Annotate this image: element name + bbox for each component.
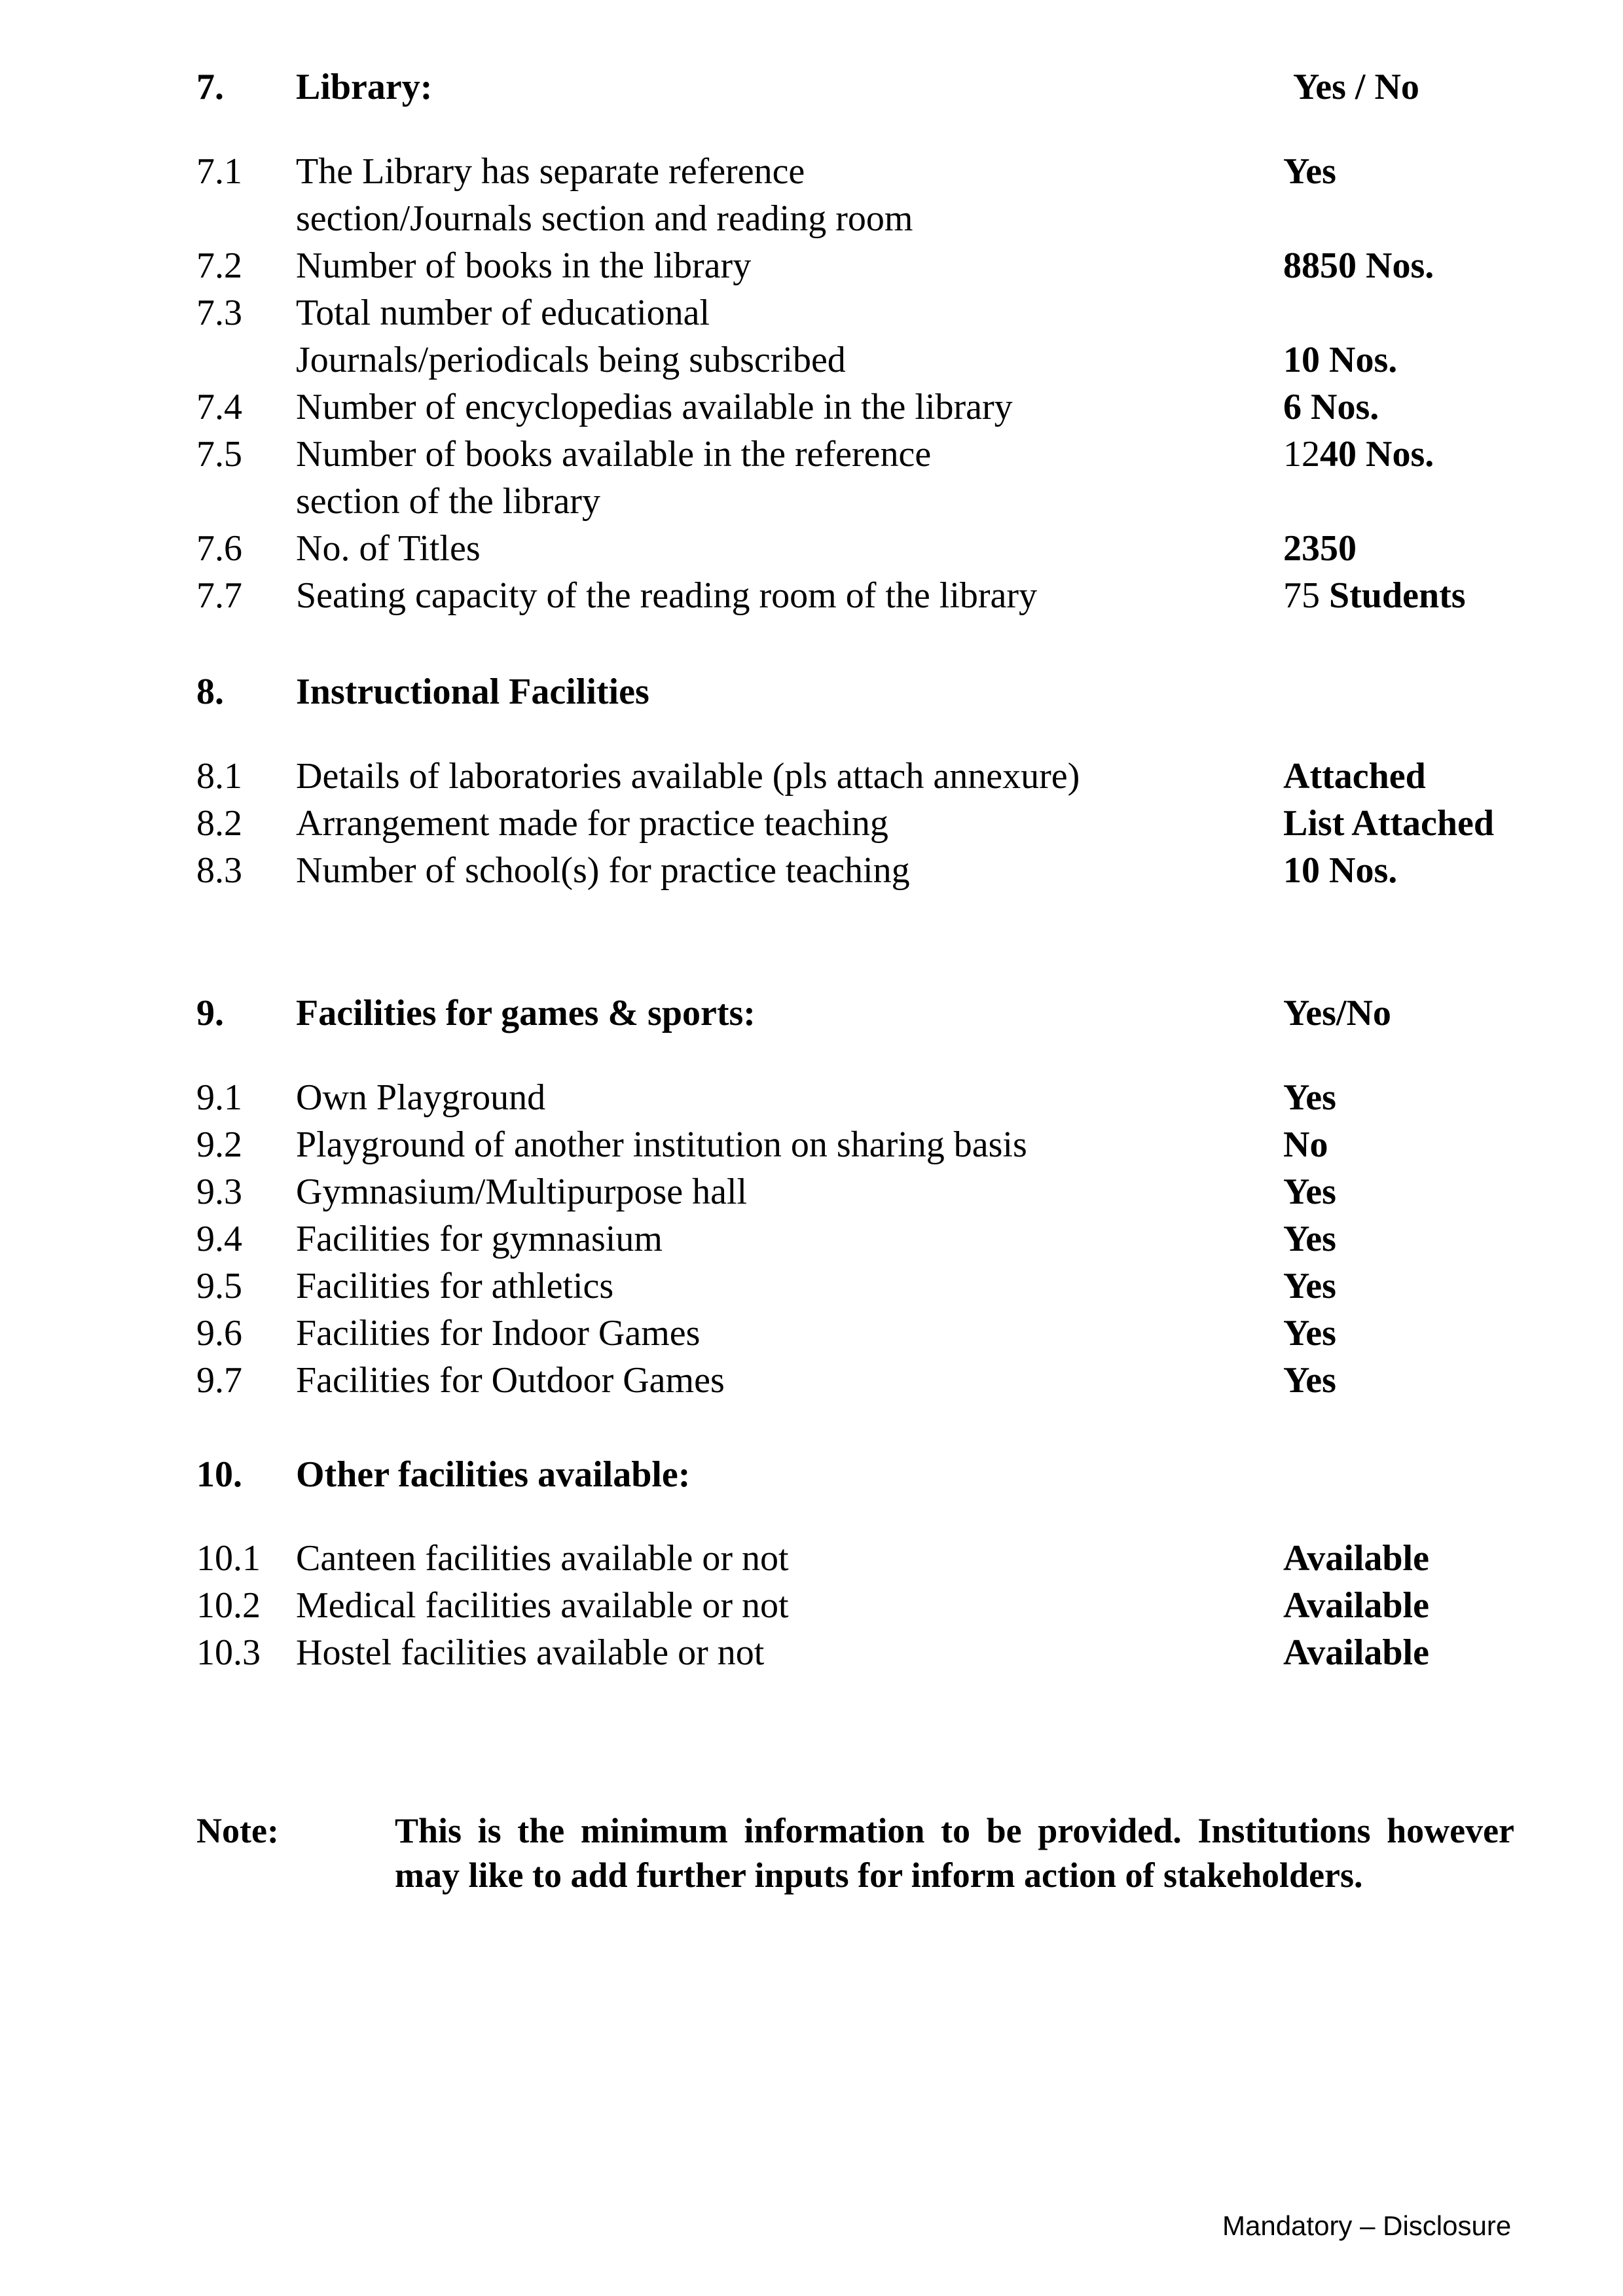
section-number: 9.	[196, 993, 224, 1033]
item-label: Facilities for gymnasium	[296, 1219, 663, 1259]
item-label: Facilities for Indoor Games	[296, 1313, 701, 1354]
item-label: No. of Titles	[296, 528, 481, 569]
answer-header: Yes/No	[1283, 993, 1391, 1033]
item-number: 7.5	[196, 434, 242, 475]
item-label: Number of encyclopedias available in the library	[296, 387, 1013, 427]
item-value-prefix: 75	[1283, 575, 1320, 616]
item-value: Available	[1283, 1632, 1429, 1673]
item-label: Gymnasium/Multipurpose hall	[296, 1172, 748, 1212]
item-number: 10.3	[196, 1632, 261, 1673]
item-number: 9.7	[196, 1360, 242, 1401]
item-label: Seating capacity of the reading room of the library	[296, 575, 1038, 616]
item-label: Number of books in the library	[296, 245, 752, 286]
item-number: 8.1	[196, 756, 242, 797]
item-value-main: Students	[1329, 575, 1466, 616]
item-number: 9.4	[196, 1219, 242, 1259]
item-number: 8.3	[196, 850, 242, 891]
item-value: 6 Nos.	[1283, 387, 1379, 427]
item-value: Available	[1283, 1538, 1429, 1579]
item-number: 7.6	[196, 528, 242, 569]
section-title: Other facilities available:	[296, 1454, 691, 1495]
item-label: Playground of another institution on sharing basis	[296, 1124, 1027, 1165]
item-value	[1283, 431, 1434, 478]
item-value-main: 40 Nos.	[1320, 434, 1434, 475]
item-label: Journals/periodicals being subscribed	[296, 340, 846, 380]
item-value: Yes	[1283, 1219, 1336, 1259]
item-label: Number of school(s) for practice teaching	[296, 850, 910, 891]
item-value: 10 Nos.	[1283, 340, 1398, 380]
item-number: 9.2	[196, 1124, 242, 1165]
item-number: 7.1	[196, 151, 242, 192]
item-value: Yes	[1283, 1172, 1336, 1212]
item-label: Total number of educational	[296, 293, 710, 333]
section-number: 8.	[196, 672, 224, 712]
item-number: 7.2	[196, 245, 242, 286]
note-label: Note:	[196, 1811, 279, 1850]
item-value: Available	[1283, 1585, 1429, 1626]
item-number: 10.2	[196, 1585, 261, 1626]
note-text: This is the minimum information to be provided. Institutions however may like to add further inputs for inform action of stakeholders.	[395, 1811, 1514, 1895]
item-value	[1283, 572, 1466, 619]
item-label: Arrangement made for practice teaching	[296, 803, 888, 844]
item-value: Yes	[1283, 1313, 1336, 1354]
item-value: 10 Nos.	[1283, 850, 1398, 891]
item-number: 7.4	[196, 387, 242, 427]
item-value: List Attached	[1283, 803, 1494, 844]
item-number: 10.1	[196, 1538, 261, 1579]
section-title: Facilities for games & sports:	[296, 993, 756, 1033]
item-number: 9.1	[196, 1077, 242, 1118]
item-label: section/Journals section and reading room	[296, 198, 913, 239]
item-number: 7.7	[196, 575, 242, 616]
item-value: No	[1283, 1124, 1328, 1165]
item-value: 2350	[1283, 528, 1357, 569]
item-number: 8.2	[196, 803, 242, 844]
item-value: 8850 Nos.	[1283, 245, 1434, 286]
section-number: 7.	[196, 67, 224, 107]
answer-header: Yes / No	[1293, 67, 1419, 107]
item-value: Yes	[1283, 1360, 1336, 1401]
item-number: 9.3	[196, 1172, 242, 1212]
section-number: 10.	[196, 1454, 242, 1495]
item-value: Attached	[1283, 756, 1426, 797]
section-title: Library:	[296, 67, 433, 107]
item-label: Own Playground	[296, 1077, 546, 1118]
item-label: Details of laboratories available (pls attach annexure)	[296, 756, 1080, 797]
item-value-prefix: 12	[1283, 434, 1320, 475]
item-label: Medical facilities available or not	[296, 1585, 789, 1626]
item-label: Canteen facilities available or not	[296, 1538, 789, 1579]
page-footer: Mandatory – Disclosure	[1222, 2210, 1512, 2241]
item-label: The Library has separate reference	[296, 151, 805, 192]
item-label: Facilities for Outdoor Games	[296, 1360, 725, 1401]
item-label: Number of books available in the reference	[296, 434, 932, 475]
item-label: Hostel facilities available or not	[296, 1632, 765, 1673]
item-label: Facilities for athletics	[296, 1266, 614, 1306]
item-value: Yes	[1283, 151, 1336, 192]
item-number: 9.6	[196, 1313, 242, 1354]
item-value: Yes	[1283, 1266, 1336, 1306]
item-label: section of the library	[296, 481, 600, 522]
section-title: Instructional Facilities	[296, 672, 649, 712]
item-number: 9.5	[196, 1266, 242, 1306]
item-number: 7.3	[196, 293, 242, 333]
item-value: Yes	[1283, 1077, 1336, 1118]
